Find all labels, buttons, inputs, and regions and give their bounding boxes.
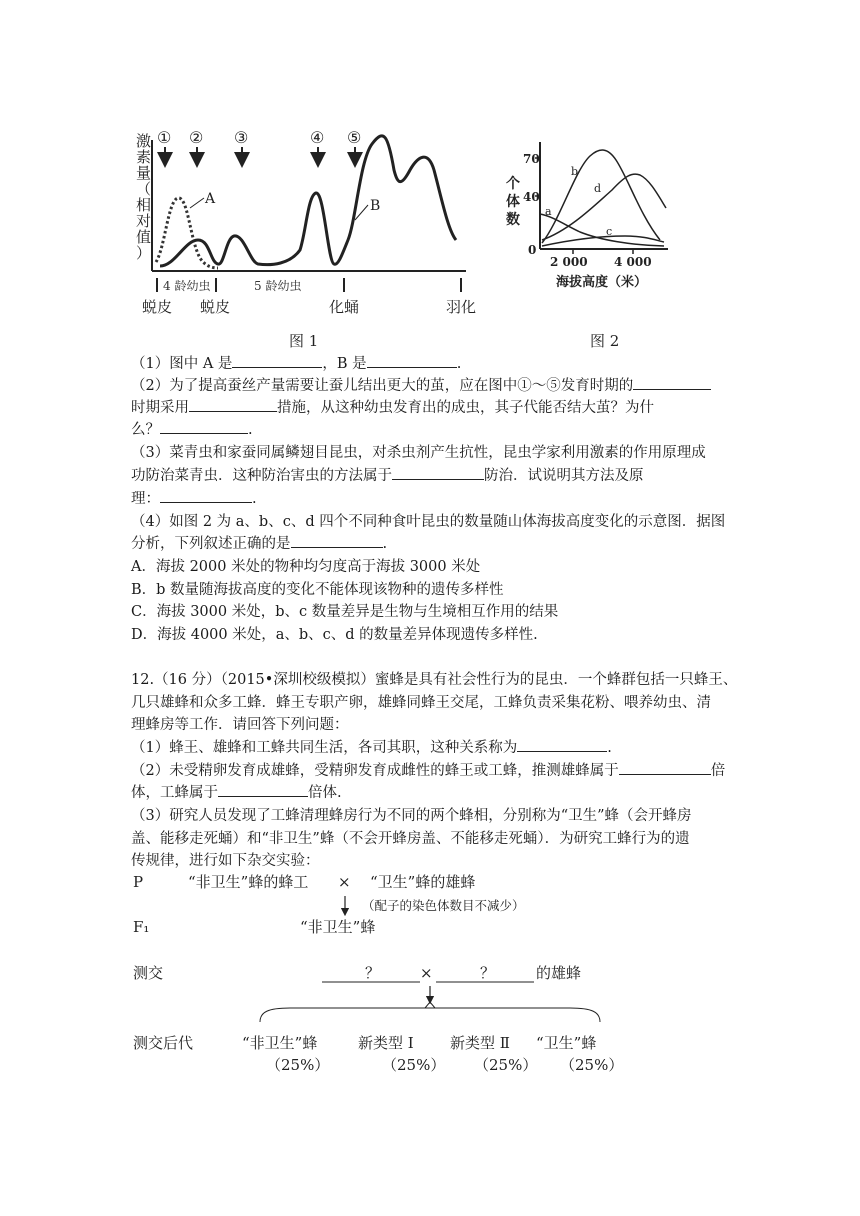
stage-marker-1: ①	[157, 128, 172, 147]
offspring-type: 新类型 Ⅱ	[450, 1034, 510, 1052]
answer-blank[interactable]	[291, 533, 383, 548]
f1-value: “非卫生”蜂	[300, 918, 376, 936]
q12-part2-line1: （2）未受精卵发育成雄蜂，受精卵发育成雌性的蜂王或工蜂，推测雄蜂属于 倍	[131, 760, 725, 782]
q12-part2-line2: 体，工蜂属于 倍体.	[131, 782, 342, 804]
answer-blank[interactable]	[218, 782, 308, 797]
fig1-y-label-char: 值	[136, 228, 152, 246]
q11-part3-line1: （3）菜青虫和家蚕同属鳞翅目昆虫，对杀虫剂产生抗性，昆虫学家利用激素的作用原理成	[131, 445, 706, 461]
offspring-percent: （25%）	[382, 1056, 446, 1074]
answer-blank[interactable]	[367, 353, 457, 368]
q11-option-c: C．海拔 3000 米处，b、c 数量差异是生物与生境相互作用的结果	[131, 604, 559, 620]
curve-b-label: B	[370, 198, 381, 214]
fig2-ytick-40: 40	[523, 190, 540, 204]
fig2-y-label-char: 个	[506, 176, 520, 192]
offspring-type: “卫生”蜂	[536, 1034, 597, 1052]
q11-option-a: A．海拔 2000 米处的物种均匀度高于海拔 3000 米处	[131, 559, 481, 575]
fig1-y-label-char: ）	[136, 244, 152, 262]
stage-marker-3: ③	[234, 128, 249, 147]
offspring-type: 新类型 Ⅰ	[358, 1034, 414, 1052]
generation-f1-label: F₁	[133, 918, 150, 936]
fig2-label-a: a	[545, 205, 552, 218]
curve-a	[156, 198, 218, 268]
answer-blank[interactable]	[232, 353, 322, 368]
fig2-label-c: c	[606, 225, 613, 238]
fig2-x-label: 海拔高度（米）	[556, 275, 648, 290]
figure-2-caption: 图 2	[590, 332, 620, 350]
generation-p-label: P	[133, 873, 144, 891]
fig2-curve-b	[542, 150, 660, 243]
offspring-label: 测交后代	[133, 1034, 194, 1052]
times-sign: ×	[338, 873, 351, 891]
fig1-y-label-char: 相	[136, 196, 152, 214]
answer-blank[interactable]	[392, 465, 484, 480]
fig1-y-label-char: 量	[136, 164, 152, 182]
fig2-xtick-2000: 2 000	[550, 255, 588, 269]
answer-blank[interactable]	[633, 375, 711, 390]
answer-blank[interactable]	[160, 419, 248, 434]
fig2-ytick-0: 0	[528, 243, 537, 257]
figure-1	[0, 0, 860, 360]
cross-diagram	[0, 860, 860, 1090]
q12-part3-line1: （3）研究人员发现了工蜂清理蜂房行为不同的两个蜂相，分别称为“卫生”蜂（会开蜂房	[131, 808, 692, 824]
stage-5-label: 5 龄幼虫	[254, 279, 302, 293]
q12-intro-line3: 理蜂房等工作．请回答下列问题：	[131, 717, 349, 733]
fig2-label-b: b	[571, 165, 579, 178]
testcross-unknown-1: ？	[365, 964, 381, 982]
figure-1-caption: 图 1	[289, 332, 319, 350]
answer-blank[interactable]	[619, 760, 711, 775]
stage-marker-4: ④	[310, 128, 325, 147]
fig1-y-label-char: 对	[136, 212, 152, 230]
event-molt-2: 蜕皮	[200, 298, 231, 316]
fig1-y-label-char: 素	[136, 148, 152, 166]
event-emerge: 羽化	[446, 298, 477, 316]
offspring-percent: （25%）	[266, 1056, 330, 1074]
p-male: “卫生”蜂的雄蜂	[370, 873, 476, 891]
answer-blank[interactable]	[160, 488, 252, 503]
offspring-percent: （25%）	[560, 1056, 624, 1074]
offspring-type: “非卫生”蜂	[242, 1034, 318, 1052]
answer-blank[interactable]	[517, 737, 607, 752]
offspring-percent: （25%）	[474, 1056, 538, 1074]
q12-part3-line2: 盖、能移走死蛹）和“非卫生”蜂（不会开蜂房盖、不能移走死蛹）．为研究工蜂行为的遗	[131, 831, 690, 847]
fig2-curve-d	[542, 174, 666, 240]
q11-part2-line3: 么？ .	[131, 419, 253, 441]
testcross-label: 测交	[133, 964, 164, 982]
event-pupate: 化蛹	[329, 298, 360, 316]
answer-blank[interactable]	[189, 397, 277, 412]
testcross-times: ×	[420, 964, 433, 982]
q11-part2-line2: 时期采用 措施，从这种幼虫发育出的成虫，其子代能否结大茧？为什	[131, 397, 654, 419]
q11-part4-line1: （4）如图 2 为 a、b、c、d 四个不同种食叶昆虫的数量随山体海拔高度变化的示意图．据图	[131, 514, 726, 530]
curve-a-label: A	[205, 191, 216, 207]
fig2-y-label-char: 数	[506, 212, 520, 228]
q11-part3-line2: 功防治菜青虫．这种防治害虫的方法属于 防治．试说明其方法及原	[131, 465, 644, 487]
gamete-note: （配子的染色体数目不减少）	[362, 898, 525, 913]
q11-option-b: B．b 数量随海拔高度的变化不能体现该物种的遗传多样性	[131, 582, 504, 598]
testcross-suffix: 的雄蜂	[536, 964, 582, 982]
q12-intro-line1: 12.（16 分）（2015•深圳校级模拟）蜜蜂是具有社会性行为的昆虫．一个蜂群包括一只蜂王、	[131, 672, 738, 688]
fig1-y-label-char: （	[136, 180, 152, 198]
testcross-unknown-2: ？	[480, 964, 496, 982]
q12-part1: （1）蜂王、雄蜂和工蜂共同生活，各司其职，这种关系称为 .	[131, 737, 612, 759]
fig2-ytick-70: 70	[523, 152, 540, 166]
q12-part3-line3: 传规律，进行如下杂交实验：	[131, 853, 320, 869]
q11-part1: （1）图中 A 是 ，B 是 .	[131, 353, 461, 375]
event-molt-1: 蜕皮	[142, 298, 173, 316]
q11-part3-line3: 理： .	[131, 488, 257, 510]
fig2-y-label-char: 体	[506, 194, 520, 210]
q11-part4-line2: 分析，下列叙述正确的是 .	[131, 533, 387, 555]
fig1-y-label-char: 激	[136, 132, 152, 150]
p-female: “非卫生”蜂的蜂工	[188, 873, 309, 891]
stage-4-label: 4 龄幼虫	[163, 279, 211, 293]
q11-option-d: D．海拔 4000 米处，a、b、c、d 的数量差异体现遗传多样性.	[131, 627, 538, 643]
q12-intro-line2: 几只雄蜂和众多工蜂．蜂王专职产卵，雄蜂同蜂王交尾，工蜂负责采集花粉、喂养幼虫、清	[131, 695, 711, 711]
stage-marker-5: ⑤	[347, 128, 362, 147]
stage-marker-2: ②	[189, 128, 204, 147]
q11-part2-line1: （2）为了提高蚕丝产量需要让蚕儿结出更大的茧，应在图中①～⑤发育时期的	[131, 375, 711, 397]
fig2-label-d: d	[594, 182, 602, 195]
fig2-xtick-4000: 4 000	[614, 255, 652, 269]
